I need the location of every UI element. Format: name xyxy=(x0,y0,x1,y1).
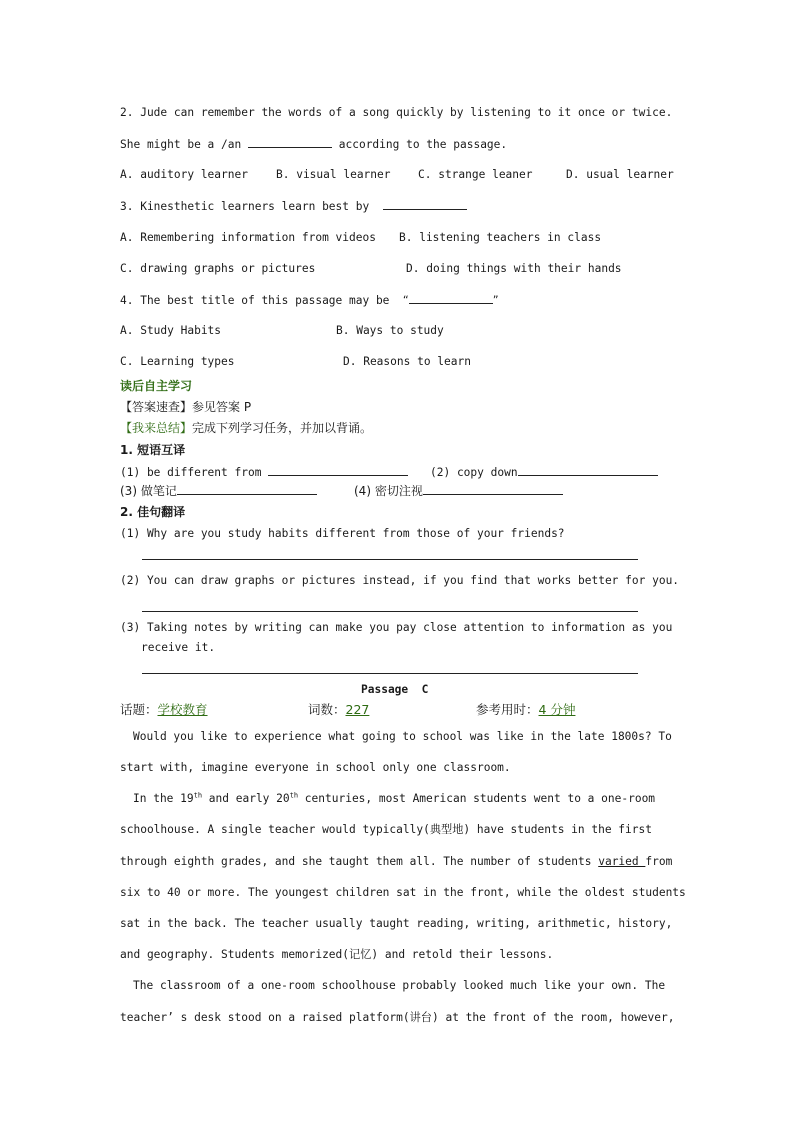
passage-title: Passage C xyxy=(361,683,429,696)
q3-stem xyxy=(120,198,467,215)
q3-option-d: D. doing things with their hands xyxy=(406,262,622,275)
sentence-2: (2) You can draw graphs or pictures instead, if you find that works better for you. xyxy=(120,574,680,587)
q4-answer-blank[interactable] xyxy=(409,292,493,304)
self-study-heading: 读后自主学习 xyxy=(120,379,193,393)
passage-time xyxy=(476,702,575,718)
phrase-2-blank[interactable] xyxy=(518,464,658,476)
p2-varied-word: varied xyxy=(598,855,646,868)
sentence-3-line2: receive it. xyxy=(141,641,216,654)
topic-value: 学校教育 xyxy=(157,702,208,717)
p1-line2: start with, imagine everyone in school only one classroom. xyxy=(120,761,511,774)
p2-line3-a: through eighth grades, and she taught them all. The number of students xyxy=(120,855,599,868)
phrase-row-4 xyxy=(354,483,563,500)
p2-sup2: th xyxy=(289,791,299,800)
time-value: 4 分钟 xyxy=(538,702,576,717)
q2-stem-text-b: according to the passage. xyxy=(338,138,508,151)
passage-word-count xyxy=(308,702,369,718)
p2-sup1: th xyxy=(193,791,203,800)
phrase-3-blank[interactable] xyxy=(177,483,317,495)
q3-stem-text: 3. Kinesthetic learners learn best by xyxy=(120,200,370,213)
summary-line xyxy=(120,420,372,436)
phrase-4-text: (4) 密切注视 xyxy=(354,484,423,498)
q4-open-quote: “ xyxy=(402,294,409,307)
q2-option-a: A. auditory learner xyxy=(120,168,248,181)
sentence-2-answer-line[interactable] xyxy=(142,611,638,612)
q4-close-quote: ” xyxy=(492,294,499,307)
q4-stem-text: 4. The best title of this passage may be xyxy=(120,294,390,307)
p2-line2: schoolhouse. A single teacher would typically(典型地) have students in the first xyxy=(120,823,652,836)
q2-option-c: C. strange leaner xyxy=(418,168,533,181)
q2-option-d: D. usual learner xyxy=(566,168,674,181)
phrase-row-3 xyxy=(120,483,317,500)
p2-line3-b: from xyxy=(645,855,673,868)
time-label: 参考用时： xyxy=(476,702,539,717)
p2-line5: sat in the back. The teacher usually taught reading, writing, arithmetic, history, xyxy=(120,917,673,930)
phrase-1-text: (1) be different from xyxy=(120,466,262,479)
phrase-4-blank[interactable] xyxy=(423,483,563,495)
q4-option-c: C. Learning types xyxy=(120,355,235,368)
q2-stem-line1: 2. Jude can remember the words of a song quickly by listening to it once or twice. xyxy=(120,106,673,119)
passage-topic xyxy=(120,702,208,718)
q2-answer-blank[interactable] xyxy=(248,136,332,148)
section2-title: 2. 佳句翻译 xyxy=(120,505,186,519)
words-value: 227 xyxy=(345,702,370,717)
phrase-row-2 xyxy=(430,464,658,481)
p1-line1: Would you like to experience what going to school was like in the late 1800s? To xyxy=(133,730,672,743)
q4-stem xyxy=(120,292,499,309)
p2-line4: six to 40 or more. The youngest children sat in the front, while the oldest students xyxy=(120,886,686,899)
p2-line6: and geography. Students memorized(记忆) and retold their lessons. xyxy=(120,948,554,961)
phrase-2-text: (2) copy down xyxy=(430,466,518,479)
sentence-3-answer-line[interactable] xyxy=(142,673,638,674)
p2-line1-c: centuries, most American students went to a one-room xyxy=(298,792,656,805)
p3-line2: teacher’ s desk stood on a raised platform(讲台) at the front of the room, however, xyxy=(120,1011,675,1024)
answer-check: 【答案速查】参见答案 P xyxy=(120,400,252,414)
q2-stem-text-a: She might be a /an xyxy=(120,138,242,151)
p2-line3 xyxy=(120,854,672,870)
phrase-3-text: (3) 做笔记 xyxy=(120,484,177,498)
sentence-3-line1: (3) Taking notes by writing can make you pay close attention to information as you xyxy=(120,621,673,634)
p2-line1-a: In the 19 xyxy=(133,792,194,805)
phrase-1-blank[interactable] xyxy=(268,464,408,476)
phrase-row-1 xyxy=(120,464,408,481)
q4-option-a: A. Study Habits xyxy=(120,324,222,337)
q3-option-a: A. Remembering information from videos xyxy=(120,231,376,244)
sentence-1-answer-line[interactable] xyxy=(142,559,638,560)
p2-line1-b: and early 20 xyxy=(202,792,290,805)
q2-option-b: B. visual learner xyxy=(276,168,391,181)
p3-line1: The classroom of a one-room schoolhouse probably looked much like your own. The xyxy=(133,979,666,992)
q3-option-c: C. drawing graphs or pictures xyxy=(120,262,316,275)
q3-answer-blank[interactable] xyxy=(383,198,467,210)
words-label: 词数： xyxy=(308,702,346,717)
q4-option-b: B. Ways to study xyxy=(336,324,444,337)
p2-line1 xyxy=(133,791,655,807)
topic-label: 话题： xyxy=(120,702,158,717)
summary-text: 完成下列学习任务，并加以背诵。 xyxy=(192,421,373,435)
sentence-1: (1) Why are you study habits different from those of your friends? xyxy=(120,527,565,540)
q4-option-d: D. Reasons to learn xyxy=(343,355,471,368)
q3-option-b: B. listening teachers in class xyxy=(399,231,602,244)
q2-stem-line2 xyxy=(120,136,507,153)
section1-title: 1. 短语互译 xyxy=(120,443,186,457)
summary-label: 【我来总结】 xyxy=(120,421,193,435)
